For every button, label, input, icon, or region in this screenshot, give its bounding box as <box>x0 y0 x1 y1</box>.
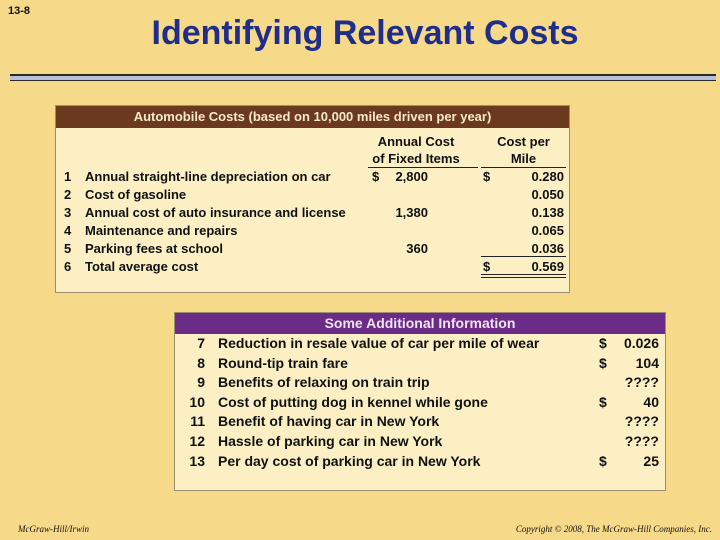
automobile-costs-table <box>55 105 570 293</box>
per-mile-dollar-sign: $ <box>483 259 491 274</box>
list-item <box>175 373 667 392</box>
item-label: Round-tip train fare <box>218 354 348 371</box>
item-number: 7 <box>197 335 205 351</box>
list-item <box>175 432 667 451</box>
per-mile-value: 0.036 <box>531 241 564 256</box>
title-divider <box>10 74 716 81</box>
row-label: Total average cost <box>85 259 199 274</box>
item-dollar-sign: $ <box>599 393 607 410</box>
annual-cost-column-header <box>356 133 476 167</box>
item-dollar-sign: $ <box>599 452 607 469</box>
automobile-costs-header: Automobile Costs (based on 10,000 miles driven per year) <box>56 106 569 128</box>
item-number: 11 <box>190 413 205 430</box>
table-row <box>56 222 571 240</box>
item-value: ???? <box>624 413 659 430</box>
annual-cost-value: 1,380 <box>395 205 428 220</box>
row-label: Maintenance and repairs <box>85 223 238 238</box>
slide-number: 13-8 <box>8 5 31 17</box>
row-label: Annual straight-line depreciation on car <box>85 169 331 184</box>
item-value: 0.026 <box>623 335 659 351</box>
item-number: 12 <box>189 433 205 449</box>
cost-per-mile-header-line1: Cost per <box>497 134 550 149</box>
total-double-rule-2 <box>481 277 566 278</box>
item-number: 9 <box>197 374 205 391</box>
row-label: Annual cost of auto insurance and license <box>85 205 346 220</box>
item-label: Reduction in resale value of car per mile of wear <box>218 335 540 351</box>
item-value: ???? <box>624 374 659 391</box>
annual-cost-header-line2: of Fixed Items <box>372 151 460 166</box>
per-mile-value: 0.569 <box>531 259 564 274</box>
list-item <box>175 334 667 353</box>
item-value: 40 <box>643 393 659 410</box>
additional-information-header: Some Additional Information <box>175 313 665 334</box>
item-number: 13 <box>189 452 205 469</box>
footer-copyright: Copyright © 2008, The McGraw-Hill Companies, Inc. <box>515 524 712 534</box>
annual-cost-value: 360 <box>406 241 428 256</box>
annual-cost-value: 2,800 <box>395 169 428 184</box>
cost-per-mile-column-header <box>481 133 566 167</box>
item-dollar-sign: $ <box>599 354 607 371</box>
row-number: 1 <box>64 169 72 184</box>
per-mile-value: 0.138 <box>531 205 564 220</box>
page-title: Identifying Relevant Costs <box>151 14 579 52</box>
item-label: Per day cost of parking car in New York <box>218 452 481 469</box>
item-label: Cost of putting dog in kennel while gone <box>218 393 488 410</box>
row-number: 2 <box>64 187 72 202</box>
row-number: 4 <box>64 223 72 238</box>
item-value: 104 <box>635 354 659 371</box>
row-number: 3 <box>64 205 72 220</box>
row-label: Cost of gasoline <box>85 187 187 202</box>
row-label: Parking fees at school <box>85 241 223 256</box>
item-value: ???? <box>624 433 659 449</box>
table-row <box>56 186 571 204</box>
item-dollar-sign: $ <box>599 335 607 351</box>
row-number: 5 <box>64 241 72 256</box>
list-item <box>175 452 667 471</box>
table-row <box>56 204 571 222</box>
per-mile-value: 0.280 <box>531 169 564 184</box>
item-number: 8 <box>197 354 205 371</box>
per-mile-value: 0.050 <box>531 187 564 202</box>
total-top-rule <box>481 256 566 257</box>
item-label: Hassle of parking car in New York <box>218 433 443 449</box>
list-item <box>175 393 667 412</box>
item-label: Benefits of relaxing on train trip <box>218 374 430 391</box>
additional-information-table <box>174 312 666 491</box>
annual-cost-header-line1: Annual Cost <box>377 134 455 149</box>
cost-per-mile-header-line2: Mile <box>510 151 537 166</box>
total-double-rule-1 <box>481 274 566 275</box>
table-row <box>56 168 571 186</box>
per-mile-value: 0.065 <box>531 223 564 238</box>
list-item <box>175 354 667 373</box>
item-label: Benefit of having car in New York <box>218 413 440 430</box>
list-item <box>175 412 667 431</box>
item-number: 10 <box>189 393 205 410</box>
item-value: 25 <box>643 452 659 469</box>
annual-dollar-sign: $ <box>372 169 380 184</box>
row-number: 6 <box>64 259 72 274</box>
per-mile-dollar-sign: $ <box>483 169 491 184</box>
footer-publisher: McGraw-Hill/Irwin <box>18 524 89 534</box>
